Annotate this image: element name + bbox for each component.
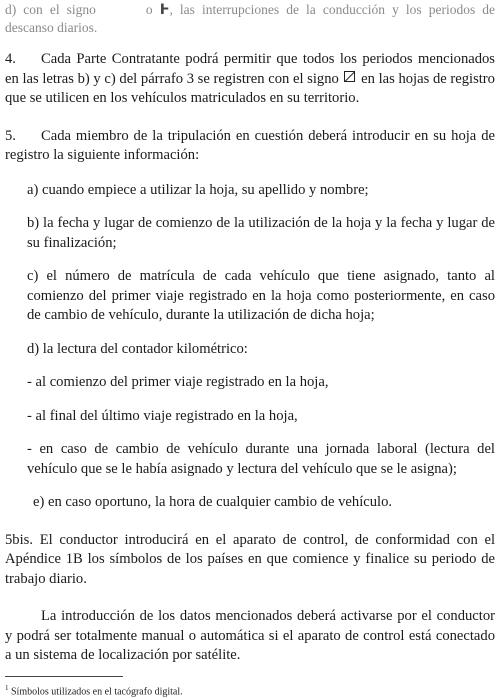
footnote	[5, 682, 183, 698]
footnote-text: Símbolos utilizados en el tacógrafo digital.	[11, 686, 183, 698]
intro-end: , las interrupciones de la conducción y los periodos de descanso diarios.	[5, 2, 495, 35]
list-item-d-change: - en caso de cambio de vehículo durante una jornada laboral (lectura del vehículo que se le había asignado y lectura del vehículo que se le asigna);	[27, 441, 495, 477]
paragraph-4-number: 4.	[5, 51, 16, 67]
crossed-box-symbol-icon	[344, 71, 355, 82]
paragraph-5bis-number: 5bis.	[5, 531, 33, 548]
list-item-a: a) cuando empiece a utilizar la hoja, su apellido y nombre;	[27, 181, 369, 198]
paragraph-5-text: Cada miembro de la tripulación en cuestión deberá introducir en su hoja de registro la siguiente información:	[5, 127, 495, 163]
paragraph-5-number: 5.	[5, 127, 16, 144]
paragraph-4-text-before: Cada Parte Contratante podrá permitir que todos los periodos mencionados en las letras b) y c) del párrafo 3 se registren con el signo	[5, 51, 495, 87]
intro-mid: o	[145, 2, 153, 17]
paragraph-5bis	[5, 531, 495, 590]
list-item-d-end: - al final del último viaje registrado en la hoja,	[27, 407, 298, 424]
paragraph-final-text: La introducción de los datos mencionados deberá activarse por el conductor y podrá ser totalmente manual o automática si el aparato de control está conectado a un sistema de localización por satélite.	[5, 608, 495, 663]
paragraph-4	[5, 50, 495, 109]
footnote-marker: 1	[5, 684, 9, 692]
paragraph-5	[5, 127, 495, 166]
intro-paragraph	[5, 1, 495, 36]
list-item-d-start: - al comienzo del primer viaje registrado en la hoja,	[27, 374, 329, 390]
list-item-c: c) el número de matrícula de cada vehículo que tiene asignado, tanto al comienzo del primer viaje registrado en la hoja como posteriormente, en caso de cambio de vehículo, durante la utilización de dicha hoja;	[27, 268, 495, 323]
rest-period-bed-icon: Ⱶ	[159, 2, 170, 18]
list-item-e: e) en caso oportuno, la hora de cualquier cambio de vehículo.	[33, 494, 393, 510]
intro-start: d) con el signo	[5, 2, 96, 17]
footnote-divider	[5, 676, 123, 677]
paragraph-4-text-after: en las hojas de registro que se utilicen en los vehículos matriculados en su territorio.	[5, 70, 495, 106]
list-item-b: b) la fecha y lugar de comienzo de la utilización de la hoja y la fecha y lugar de su finalización;	[27, 215, 495, 251]
paragraph-final	[5, 607, 495, 666]
paragraph-5bis-text: El conductor introducirá en el aparato de control, de conformidad con el Apéndice 1B los símbolos de los países en que comience y finalice su periodo de trabajo diario.	[5, 531, 495, 587]
list-item-d: d) la lectura del contador kilométrico:	[27, 340, 248, 357]
